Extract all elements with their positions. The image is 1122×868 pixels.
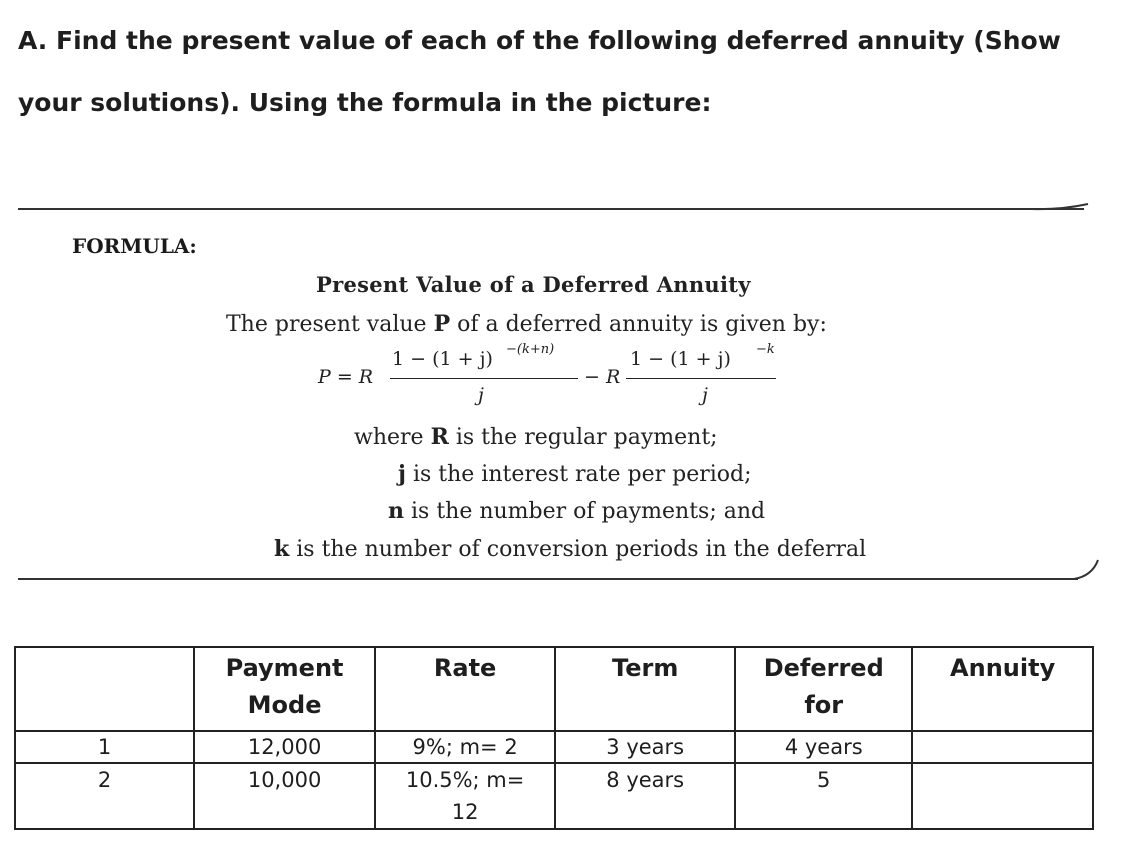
formula-def-j bbox=[398, 461, 752, 487]
def-n-symbol: n bbox=[388, 498, 404, 524]
cell-payment: 10,000 bbox=[194, 763, 375, 829]
problem-heading-line-1: A. Find the present value of each of the following deferred annuity (Show bbox=[18, 26, 1061, 55]
cell-index: 1 bbox=[15, 731, 194, 763]
formula-label: FORMULA: bbox=[72, 234, 197, 258]
cell-payment: 12,000 bbox=[194, 731, 375, 763]
equation-minus-r: − R bbox=[584, 366, 621, 388]
cell-deferred: 5 bbox=[735, 763, 912, 829]
problem-heading-line-2: your solutions). Using the formula in the picture: bbox=[18, 88, 712, 117]
equation-denominator-2: j bbox=[702, 384, 708, 406]
def-r-text: is the regular payment; bbox=[448, 425, 718, 450]
table-row bbox=[15, 731, 1093, 763]
formula-def-n bbox=[388, 498, 765, 524]
annuity-table bbox=[14, 646, 1094, 830]
divider-top bbox=[18, 208, 1084, 210]
fraction-bar-1 bbox=[390, 378, 578, 379]
cell-term: 3 years bbox=[555, 731, 735, 763]
header-rate: Rate bbox=[375, 647, 555, 731]
table-header-row bbox=[15, 647, 1093, 731]
fraction-bar-2 bbox=[626, 378, 776, 379]
header-annuity: Annuity bbox=[912, 647, 1093, 731]
def-n-text: is the number of payments; and bbox=[404, 499, 766, 524]
divider-bottom bbox=[18, 578, 1078, 580]
def-r-prefix: where bbox=[354, 425, 431, 450]
cell-index: 2 bbox=[15, 763, 194, 829]
def-k-text: is the number of conversion periods in the deferral bbox=[289, 537, 867, 562]
def-j-text: is the interest rate per period; bbox=[405, 462, 752, 487]
equation-exponent-1: −(k+n) bbox=[506, 342, 555, 357]
table-row bbox=[15, 763, 1093, 829]
header-index bbox=[15, 647, 194, 731]
formula-intro-text-a: The present value bbox=[226, 312, 434, 337]
equation-numerator-2: 1 − (1 + j) bbox=[630, 348, 731, 370]
equation-numerator-1: 1 − (1 + j) bbox=[392, 348, 493, 370]
cell-deferred: 4 years bbox=[735, 731, 912, 763]
cell-annuity-answer[interactable] bbox=[912, 763, 1093, 829]
divider-bottom-flourish bbox=[1056, 556, 1102, 582]
formula-intro-text-c: of a deferred annuity is given by: bbox=[450, 312, 827, 337]
formula-intro-symbol-p: P bbox=[433, 311, 451, 337]
equation-exponent-2: −k bbox=[756, 342, 775, 357]
def-r-symbol: R bbox=[430, 424, 449, 450]
header-term: Term bbox=[555, 647, 735, 731]
cell-term: 8 years bbox=[555, 763, 735, 829]
cell-rate: 9%; m= 2 bbox=[375, 731, 555, 763]
header-deferred-for: Deferred for bbox=[735, 647, 912, 731]
header-payment-mode: Payment Mode bbox=[194, 647, 375, 731]
formula-intro bbox=[226, 311, 827, 337]
def-j-symbol: j bbox=[398, 461, 406, 487]
formula-title: Present Value of a Deferred Annuity bbox=[316, 272, 751, 297]
divider-top-flourish bbox=[1030, 198, 1090, 214]
equation-lhs: P = R bbox=[318, 366, 374, 388]
formula-def-k bbox=[274, 536, 866, 562]
equation-denominator-1: j bbox=[478, 384, 484, 406]
formula-equation bbox=[318, 344, 788, 414]
cell-annuity-answer[interactable] bbox=[912, 731, 1093, 763]
cell-rate: 10.5%; m= 12 bbox=[375, 763, 555, 829]
formula-def-r bbox=[354, 424, 718, 450]
def-k-symbol: k bbox=[274, 536, 290, 562]
